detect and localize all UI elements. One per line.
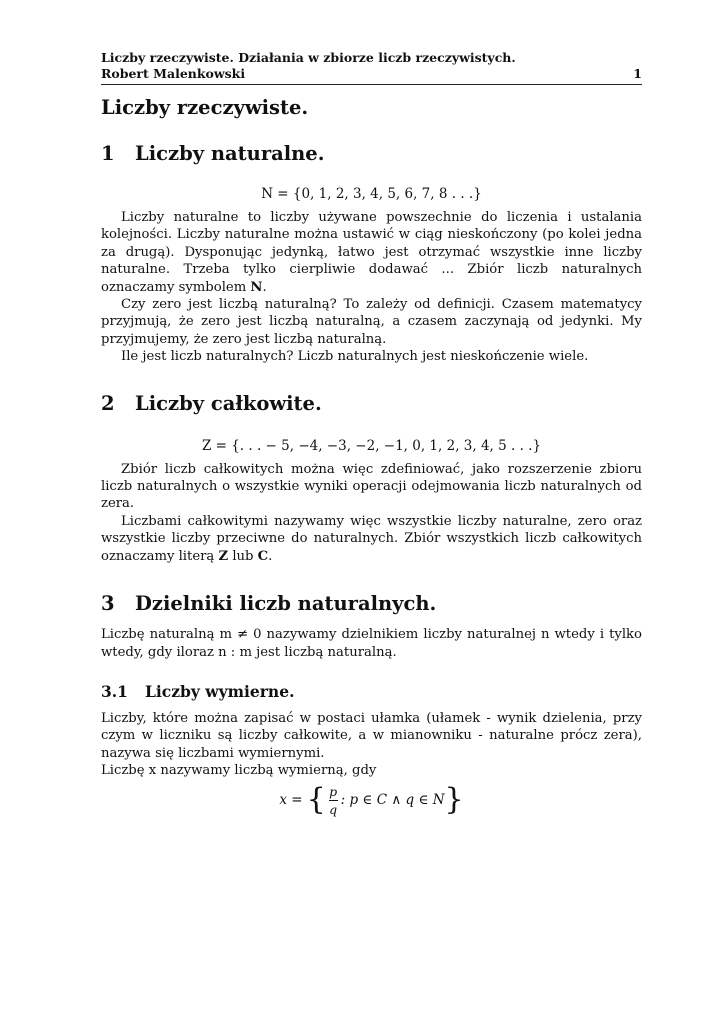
paragraph: Zbiór liczb całkowitych można więc zdefiniować, jako rozszerzenie zbioru liczb naturalnych o wszystkie wyniki operacji odejmowania liczb naturalnych od zera. bbox=[101, 461, 642, 512]
paragraph-text: Liczbami całkowitymi nazywamy więc wszystkie liczby naturalne, zero oraz wszystkie liczby przeciwne do naturalnych. Zbiór wszystkich liczb całkowitych oznaczamy literą bbox=[101, 513, 642, 564]
symbol-z: Z bbox=[218, 548, 229, 564]
header-author: Robert Malenkowski bbox=[101, 66, 246, 81]
subsection-heading bbox=[101, 682, 642, 702]
section-title: Liczby całkowite. bbox=[135, 391, 322, 415]
punctuation: . bbox=[268, 548, 273, 564]
page-number: 1 bbox=[633, 66, 642, 81]
section-title: Liczby naturalne. bbox=[135, 142, 325, 165]
header-rule bbox=[101, 84, 642, 85]
symbol-c: C bbox=[257, 548, 269, 564]
equation-naturals: N = {0, 1, 2, 3, 4, 5, 6, 7, 8 . . .} bbox=[261, 186, 482, 202]
left-brace: { bbox=[306, 782, 326, 818]
subsection-title: Liczby wymierne. bbox=[145, 681, 295, 701]
paragraph-text: Liczby naturalne to liczby używane powszechnie do liczenia i ustalania kolejności. Liczby naturalne można ustawić w ciąg nieskończony (po kolei jedna za drugą). Dysponując jedynką, łatwo jest otrzymać wszystkie inne liczby naturalne. Trzeba tylko cierpliwie dodawać ... Zbiór liczb naturalnych oznaczamy symbolem bbox=[101, 210, 642, 295]
paragraph: Liczbę x nazywamy liczbą wymierną, gdy bbox=[101, 763, 377, 779]
paragraph bbox=[101, 513, 642, 565]
equation-rationals bbox=[101, 784, 642, 817]
denominator: q bbox=[329, 801, 338, 817]
right-brace: } bbox=[444, 782, 464, 818]
section-number: 3 bbox=[101, 592, 115, 616]
punctuation: . bbox=[262, 279, 267, 295]
document-page bbox=[101, 50, 642, 817]
fraction-bar bbox=[329, 800, 338, 801]
paragraph: Ile jest liczb naturalnych? Liczb naturalnych jest nieskończenie wiele. bbox=[121, 349, 589, 365]
equation-integers: Z = {. . . − 5, −4, −3, −2, −1, 0, 1, 2, 3, 4, 5 . . .} bbox=[201, 437, 542, 454]
running-header bbox=[101, 50, 642, 85]
document-title: Liczby rzeczywiste. bbox=[101, 96, 309, 119]
section-heading-2 bbox=[101, 391, 642, 417]
section-heading-3 bbox=[101, 591, 642, 617]
paragraph: Czy zero jest liczbą naturalną? To zależy od definicji. Czasem matematycy przyjmują, że zero jest liczbą naturalną, a czasem zaczynają od jedynki. My przyjmujemy, że zero jest liczbą naturalną. bbox=[101, 297, 642, 347]
paragraph bbox=[101, 209, 642, 296]
math-condition: : p ∈ C ∧ q ∈ N bbox=[340, 792, 445, 809]
paragraph-text: lub bbox=[228, 548, 258, 564]
section-number: 2 bbox=[101, 391, 115, 415]
fraction bbox=[329, 784, 338, 817]
paragraph: Liczby, które można zapisać w postaci ułamka (ułamek - wynik dzielenia, przy czym w liczniku są liczby całkowite, a w mianowniku - naturalne prócz zera), nazywa się liczbami wymiernymi. bbox=[101, 710, 642, 761]
header-title: Liczby rzeczywiste. Działania w zbiorze liczb rzeczywistych. bbox=[101, 50, 516, 65]
numerator: p bbox=[329, 783, 338, 799]
section-title: Dzielniki liczb naturalnych. bbox=[135, 592, 437, 616]
section-heading-1 bbox=[101, 141, 642, 167]
paragraph: Liczbę naturalną m ≠ 0 nazywamy dzielnikiem liczby naturalnej n wtedy i tylko wtedy, gdy iloraz n : m jest liczbą naturalną. bbox=[101, 627, 642, 660]
math-lhs: x = bbox=[279, 792, 303, 809]
section-number: 1 bbox=[101, 142, 115, 165]
symbol-n: N bbox=[250, 279, 263, 295]
subsection-number: 3.1 bbox=[101, 681, 128, 701]
